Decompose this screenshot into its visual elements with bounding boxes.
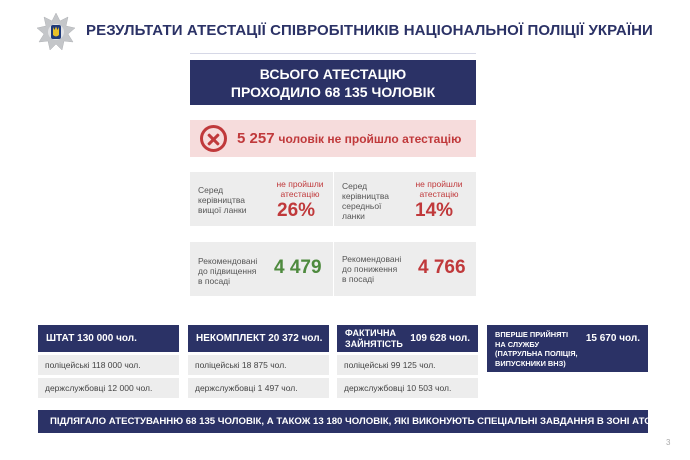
middle-caption bbox=[409, 179, 469, 199]
staff-civil-row: держслужбовці 12 000 чол. bbox=[38, 378, 179, 398]
actual-employment-header bbox=[337, 325, 478, 352]
failed-attestation-banner bbox=[190, 120, 476, 157]
middle-percent: 14% bbox=[415, 200, 454, 221]
vacancies-civil-row: держслужбовці 1 497 чол. bbox=[188, 378, 329, 398]
label-line: керівництва bbox=[342, 191, 390, 201]
label-line: в посаді bbox=[342, 274, 375, 284]
total-attested-banner bbox=[190, 60, 476, 105]
page-title: РЕЗУЛЬТАТИ АТЕСТАЦІЇ СПІВРОБІТНИКІВ НАЦІОНАЛЬНОЇ ПОЛІЦІЇ УКРАЇНИ bbox=[86, 22, 653, 39]
page-number: 3 bbox=[666, 438, 671, 447]
label-line: вищої ланки bbox=[198, 205, 247, 215]
label-line: Рекомендовані bbox=[342, 254, 402, 264]
promotion-stat bbox=[190, 242, 333, 296]
demotion-value: 4 766 bbox=[418, 257, 466, 278]
actual-civil-row: держслужбовці 10 503 чол. bbox=[337, 378, 478, 398]
caption-line: не пройшли bbox=[276, 179, 324, 189]
senior-percent: 26% bbox=[277, 200, 316, 221]
label-line: Серед bbox=[342, 181, 368, 191]
label-line: Серед bbox=[198, 185, 224, 195]
staff-header: ШТАТ 130 000 чол. bbox=[38, 325, 179, 352]
label-line: до пониження bbox=[342, 264, 398, 274]
promotion-label bbox=[198, 256, 257, 286]
middle-label bbox=[342, 181, 389, 221]
caption-line: атестацію bbox=[280, 189, 320, 199]
demotion-label bbox=[342, 254, 401, 284]
staff-police-row: поліцейські 118 000 чол. bbox=[38, 355, 179, 375]
promotion-value: 4 479 bbox=[274, 257, 322, 278]
newly-hired-panel bbox=[487, 325, 648, 372]
title-line: ЗАЙНЯТІСТЬ bbox=[345, 338, 403, 349]
caption-line: атестацію bbox=[419, 189, 459, 199]
title-line: ВПЕРШЕ ПРИЙНЯТІ bbox=[495, 330, 569, 339]
senior-label bbox=[198, 185, 246, 215]
title-line: ВИПУСКНИКИ ВНЗ) bbox=[495, 358, 566, 368]
recommendations-panel bbox=[190, 242, 476, 296]
caption-line: не пройшли bbox=[415, 179, 463, 189]
actual-employment-title bbox=[345, 328, 403, 350]
senior-caption bbox=[270, 179, 330, 199]
leadership-failure-panel bbox=[190, 172, 476, 226]
label-line: Рекомендовані bbox=[198, 256, 258, 266]
label-line: керівництва bbox=[198, 195, 246, 205]
label-line: в посаді bbox=[198, 276, 231, 286]
police-star-emblem-icon bbox=[36, 12, 76, 52]
demotion-stat bbox=[333, 242, 476, 296]
label-line: до підвищення bbox=[198, 266, 257, 276]
newly-hired-value: 15 670 чол. bbox=[585, 333, 640, 344]
x-circle-icon bbox=[200, 125, 227, 152]
newly-hired-title bbox=[495, 330, 578, 367]
middle-leadership-stat bbox=[333, 172, 476, 226]
vacancies-header: НЕКОМПЛЕКТ 20 372 чол. bbox=[188, 325, 329, 352]
total-line-2: ПРОХОДИЛО 68 135 ЧОЛОВІК bbox=[230, 83, 436, 100]
failed-text: чоловік не пройшло атестацію bbox=[278, 131, 462, 146]
title-line: НА СЛУЖБУ bbox=[495, 339, 540, 349]
actual-employment-value: 109 628 чол. bbox=[410, 333, 470, 344]
vacancies-police-row: поліцейські 18 875 чол. bbox=[188, 355, 329, 375]
title-line: (ПАТРУЛЬНА ПОЛІЦІЯ, bbox=[495, 349, 578, 358]
footer-summary-banner: ПІДЛЯГАЛО АТЕСТУВАННЮ 68 135 ЧОЛОВІК, А ТАКОЖ 13 180 ЧОЛОВІК, ЯКІ ВИКОНУЮТЬ СПЕЦІАЛЬНІ ЗАВДАННЯ В ЗОНІ АТО bbox=[38, 410, 648, 433]
label-line: ланки bbox=[342, 211, 365, 221]
failed-count: 5 257 bbox=[237, 130, 275, 147]
title-divider bbox=[190, 53, 476, 54]
title-line: ФАКТИЧНА bbox=[345, 327, 396, 338]
senior-leadership-stat bbox=[190, 172, 333, 226]
label-line: середньої bbox=[342, 201, 382, 211]
actual-police-row: поліцейські 99 125 чол. bbox=[337, 355, 478, 375]
total-line-1: ВСЬОГО АТЕСТАЦІЮ bbox=[259, 65, 407, 82]
